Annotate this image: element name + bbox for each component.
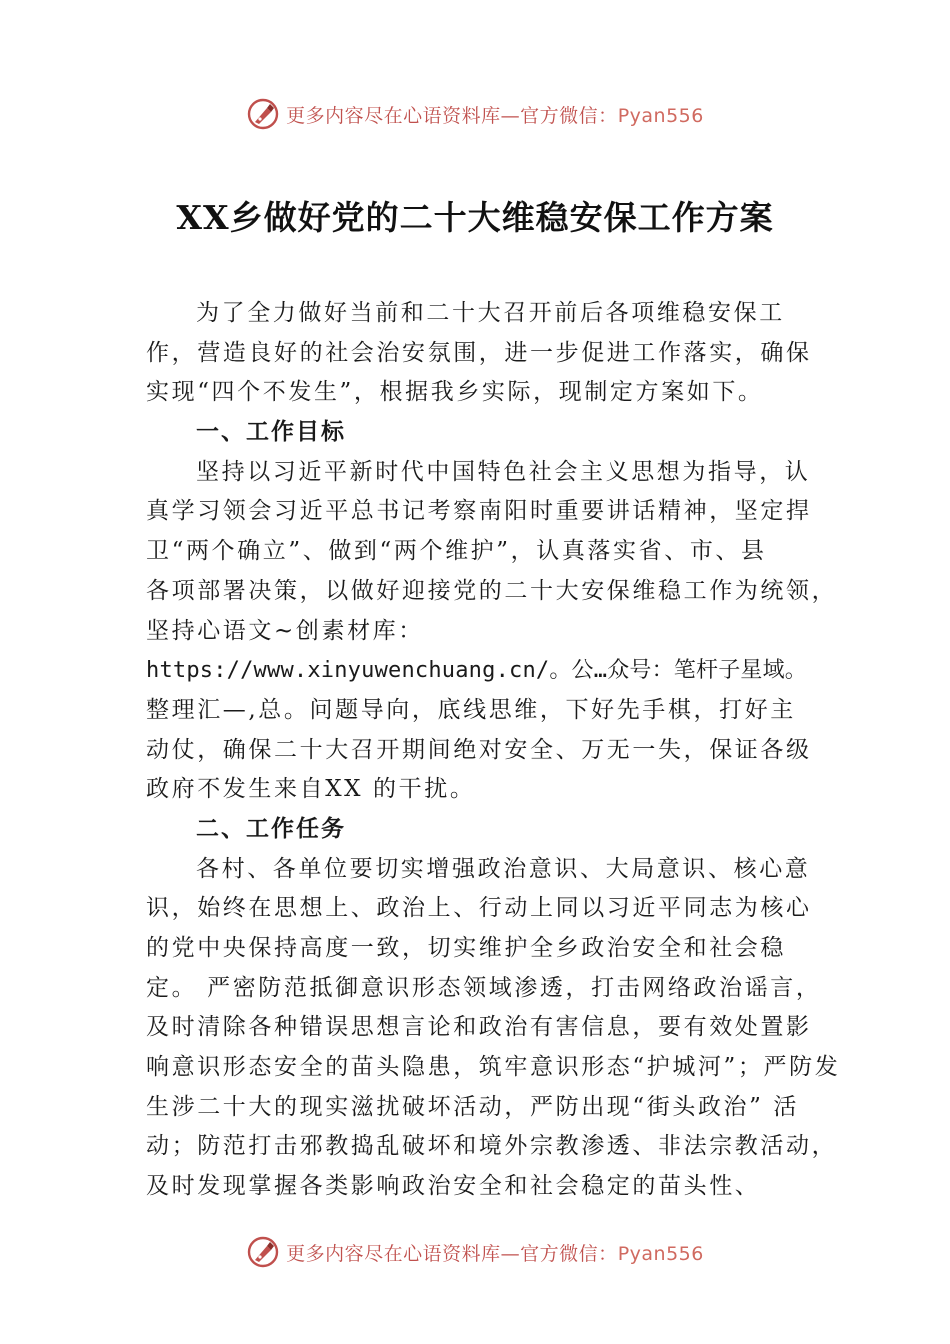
body-line: 识，始终在思想上、政治上、行动上同以习近平同志为核心 [146, 895, 812, 922]
section-heading: 一、工作目标 [196, 419, 346, 446]
banner-text [286, 1239, 704, 1266]
body-line: 真学习领会习近平总书记考察南阳时重要讲话精神，坚定捍 [146, 498, 812, 525]
body-line: 生涉二十大的现实滋扰破坏活动，严防出现“街头政治” 活 [146, 1093, 800, 1120]
body-line: 作，营造良好的社会治安氛围，进一步促进工作落实，确保 [146, 339, 812, 366]
body-line: 及时发现掌握各类影响政治安全和社会稳定的苗头性、 [146, 1173, 761, 1200]
body-line: https://www.xinyuwenchuang.cn/。公…众号：笔杆子星域。 [146, 658, 807, 684]
banner-wechat-label: 官方微信： [520, 104, 618, 127]
banner-separator: — [500, 104, 521, 127]
footer-banner [0, 1232, 950, 1272]
body-line: 各村、各单位要切实增强政治意识、大局意识、核心意 [196, 855, 811, 882]
body-line: 卫“两个确立”、做到“两个维护”，认真落实省、市、县 [146, 538, 767, 565]
body-line: 及时清除各种错误思想言论和政治有害信息，要有效处置影 [146, 1014, 812, 1041]
body-line: 动；防范打击邪教捣乱破坏和境外宗教渗透、非法宗教活动， [146, 1133, 838, 1160]
banner-main-text: 更多内容尽在心语资料库 [286, 1242, 501, 1265]
banner-account: Pyan556 [617, 1242, 704, 1265]
body-line: 各项部署决策，以做好迎接党的二十大安保维稳工作为统领， [146, 577, 838, 604]
body-line: 整理汇—,总。问题导向，底线思维，下好先手棋，打好主 [146, 696, 796, 723]
document-body [146, 294, 841, 1207]
body-line: 坚持心语文~创素材库： [146, 617, 424, 644]
body-line: 政府不发生来自XX 的干扰。 [146, 776, 476, 803]
banner-wechat-label: 官方微信： [520, 1242, 618, 1265]
body-line: 定。 严密防范抵御意识形态领域渗透，打击网络政治谣言， [146, 974, 822, 1001]
section-heading: 二、工作任务 [196, 815, 346, 842]
body-line: 实现“四个不发生”，根据我乡实际，现制定方案如下。 [146, 379, 764, 406]
banner-main-text: 更多内容尽在心语资料库 [286, 104, 501, 127]
body-line: 响意识形态安全的苗头隐患，筑牢意识形态“护城河”；严防发 [146, 1054, 841, 1081]
body-line: 坚持以习近平新时代中国特色社会主义思想为指导，认 [196, 458, 811, 485]
header-banner [0, 94, 950, 134]
pen-nib-icon [246, 97, 280, 131]
body-line: 为了全力做好当前和二十大召开前后各项维稳安保工 [196, 300, 785, 326]
body-line: 动仗，确保二十大召开期间绝对安全、万无一失，保证各级 [146, 736, 812, 763]
pen-nib-icon [246, 1235, 280, 1269]
banner-text [286, 101, 704, 128]
document-title: XX乡做好党的二十大维稳安保工作方案 [176, 198, 774, 237]
banner-separator: — [500, 1242, 521, 1265]
banner-account: Pyan556 [617, 104, 704, 127]
body-line: 的党中央保持高度一致，切实维护全乡政治安全和社会稳 [146, 935, 786, 961]
